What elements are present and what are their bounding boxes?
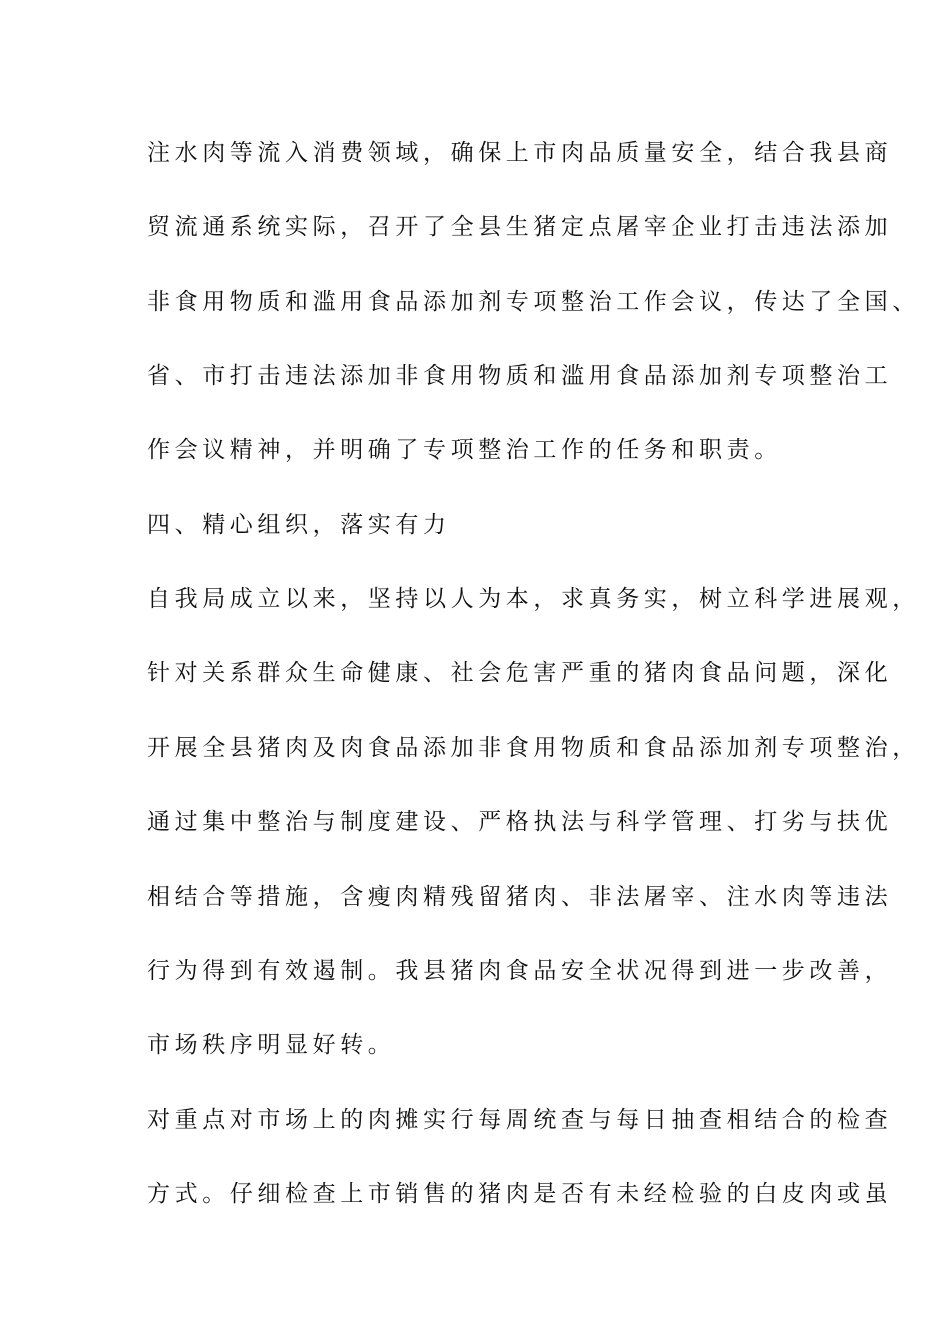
section-heading: 四、精心组织，落实有力 — [147, 512, 451, 538]
paragraph-line-11: 行为得到有效遏制。我县猪肉食品安全状况得到进一步改善， — [147, 958, 893, 984]
paragraph-line-10: 相结合等措施，含瘦肉精残留猪肉、非法屠宰、注水肉等违法 — [147, 884, 893, 910]
paragraph-line-2: 贸流通系统实际，召开了全县生猪定点屠宰企业打击违法添加 — [147, 214, 893, 240]
paragraph-line-12: 市场秩序明显好转。 — [147, 1032, 396, 1058]
paragraph-line-9: 通过集中整治与制度建设、严格执法与科学管理、打劣与扶优 — [147, 809, 893, 835]
paragraph-line-1: 注水肉等流入消费领域，确保上市肉品质量安全，结合我县商 — [147, 140, 893, 166]
paragraph-line-3: 非食用物质和滥用食品添加剂专项整治工作会议，传达了全国、 — [147, 289, 920, 315]
paragraph-line-14: 方式。仔细检查上市销售的猪肉是否有未经检验的白皮肉或虽 — [147, 1181, 893, 1207]
paragraph-line-7: 针对关系群众生命健康、社会危害严重的猪肉食品问题，深化 — [147, 660, 893, 686]
paragraph-line-4: 省、市打击违法添加非食用物质和滥用食品添加剂专项整治工 — [147, 363, 893, 389]
paragraph-line-8: 开展全县猪肉及肉食品添加非食用物质和食品添加剂专项整治， — [147, 735, 920, 761]
paragraph-line-13: 对重点对市场上的肉摊实行每周统查与每日抽查相结合的检查 — [147, 1107, 893, 1133]
paragraph-line-6: 自我局成立以来，坚持以人为本，求真务实，树立科学进展观， — [147, 586, 920, 612]
paragraph-line-5: 作会议精神，并明确了专项整治工作的任务和职责。 — [147, 437, 782, 463]
